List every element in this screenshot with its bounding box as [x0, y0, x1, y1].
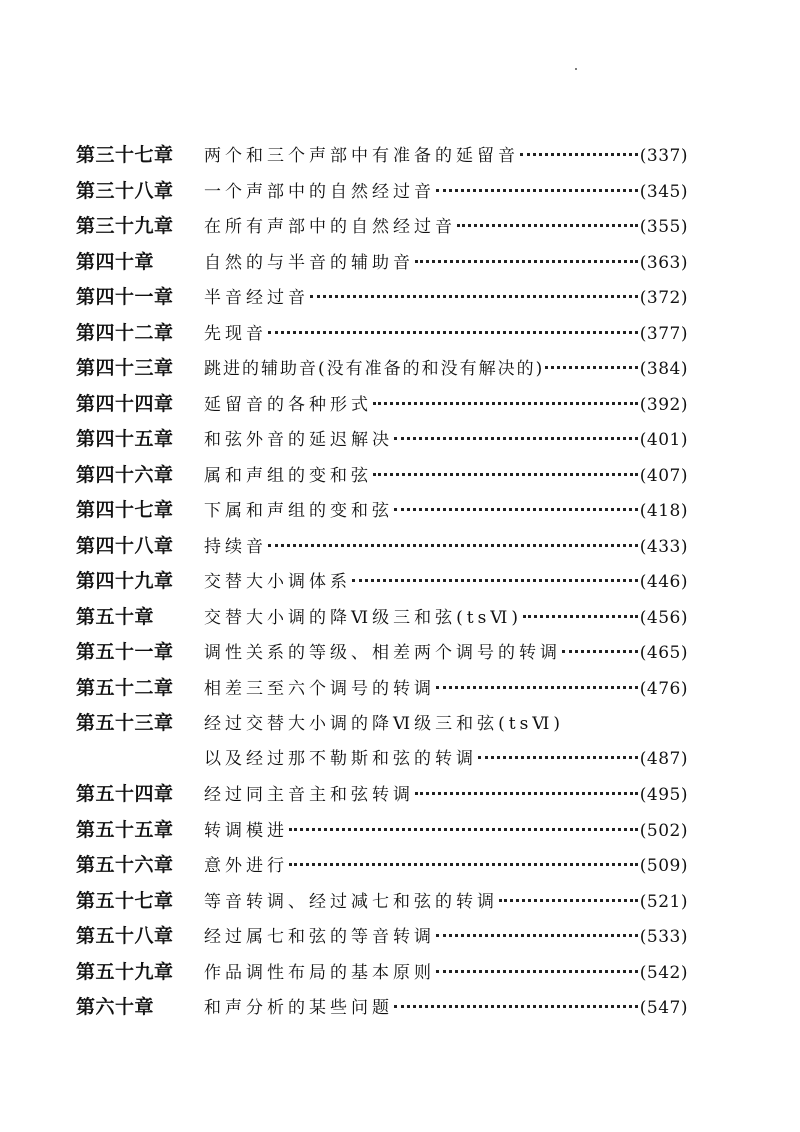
dot-leader [394, 508, 638, 511]
toc-entry[interactable] [76, 921, 688, 957]
dot-leader [310, 295, 638, 298]
chapter-title: 转调模进 [204, 820, 288, 841]
chapter-number: 第四十三章 [76, 357, 174, 379]
dot-leader [436, 686, 638, 689]
dot-leader [289, 863, 638, 866]
chapter-number: 第四十六章 [76, 463, 174, 486]
toc-entry[interactable] [76, 957, 688, 993]
toc-entry[interactable] [76, 531, 688, 567]
page-number: (401) [639, 430, 688, 450]
toc-entry[interactable] [76, 460, 688, 496]
chapter-title: 相差三至六个调号的转调 [204, 678, 435, 699]
page-number: (377) [639, 323, 688, 344]
dot-leader [523, 615, 638, 618]
toc-entry[interactable] [76, 247, 688, 283]
chapter-title-continued: 以及经过那不勒斯和弦的转调 [204, 748, 477, 769]
page-number: (446) [639, 572, 688, 592]
chapter-number: 第五十七章 [76, 889, 174, 912]
chapter-number: 第四十九章 [76, 570, 174, 592]
chapter-title: 等音转调、经过减七和弦的转调 [204, 891, 498, 912]
chapter-title: 半音经过音 [204, 288, 309, 308]
chapter-number: 第五十五章 [76, 818, 174, 841]
chapter-title: 下属和声组的变和弦 [204, 501, 393, 521]
chapter-number: 第五十一章 [76, 641, 174, 663]
dot-leader [436, 189, 638, 192]
page-number: (476) [639, 678, 688, 699]
chapter-title: 和声分析的某些问题 [204, 998, 393, 1018]
chapter-title: 意外进行 [204, 856, 288, 876]
toc-entry[interactable] [76, 424, 688, 460]
page-number: (392) [639, 394, 688, 415]
page-number: (521) [639, 891, 688, 912]
chapter-title: 交替大小调的降Ⅵ级三和弦(tsⅥ) [204, 607, 523, 628]
page-number: (407) [639, 465, 688, 486]
chapter-title: 在所有声部中的自然经过音 [204, 217, 456, 237]
page-number: (372) [639, 288, 688, 308]
toc-entry[interactable] [76, 566, 688, 602]
chapter-number: 第四十一章 [76, 286, 174, 308]
chapter-number: 第六十章 [76, 996, 155, 1018]
toc-entry[interactable] [76, 602, 688, 638]
toc-entry[interactable] [76, 708, 688, 744]
chapter-title: 作品调性布局的基本原则 [204, 962, 435, 983]
toc-entry[interactable] [76, 282, 688, 318]
dot-leader [373, 402, 638, 405]
chapter-title: 一个声部中的自然经过音 [204, 181, 435, 202]
chapter-title: 延留音的各种形式 [204, 394, 372, 415]
dot-leader [352, 579, 638, 582]
dot-leader [457, 224, 638, 227]
chapter-number: 第四十二章 [76, 321, 174, 344]
chapter-title: 经过属七和弦的等音转调 [204, 927, 435, 947]
toc-entry[interactable] [76, 318, 688, 354]
page-number: (547) [639, 998, 688, 1018]
dot-leader [415, 792, 638, 795]
dot-leader [415, 260, 638, 263]
dot-leader [478, 756, 638, 759]
toc-entry[interactable] [76, 850, 688, 886]
toc-entry[interactable] [76, 815, 688, 851]
toc-entry[interactable] [76, 495, 688, 531]
chapter-title: 自然的与半音的辅助音 [204, 252, 414, 273]
chapter-title: 调性关系的等级、相差两个调号的转调 [204, 643, 561, 663]
toc-entry[interactable] [76, 211, 688, 247]
chapter-number: 第四十八章 [76, 534, 174, 557]
page-number: (502) [639, 820, 688, 841]
page-number: (418) [639, 501, 688, 521]
dot-leader [520, 153, 638, 156]
chapter-title: 两个和三个声部中有准备的延留音 [204, 146, 519, 166]
page-number: (509) [639, 856, 688, 876]
chapter-number: 第五十八章 [76, 925, 174, 947]
toc-entry[interactable] [76, 353, 688, 389]
toc-entry[interactable] [76, 389, 688, 425]
page-number: (495) [639, 785, 688, 805]
dot-leader [436, 934, 638, 937]
page-number: (465) [639, 643, 688, 663]
chapter-number: 第五十九章 [76, 960, 174, 983]
toc-entry[interactable] [76, 637, 688, 673]
page-number: (456) [639, 607, 688, 628]
chapter-number: 第四十章 [76, 250, 155, 273]
page-number: (542) [639, 962, 688, 983]
page-number: (345) [639, 181, 688, 202]
table-of-contents [76, 140, 688, 1028]
page-number: (433) [639, 536, 688, 557]
chapter-number: 第五十二章 [76, 676, 174, 699]
toc-entry[interactable] [76, 992, 688, 1028]
toc-entry[interactable] [76, 886, 688, 922]
dot-leader [545, 366, 638, 369]
chapter-number: 第三十九章 [76, 215, 174, 237]
chapter-number: 第四十五章 [76, 428, 174, 450]
chapter-title: 跳进的辅助音(没有准备的和没有解决的) [204, 359, 545, 379]
chapter-number: 第三十七章 [76, 144, 174, 166]
dot-leader [268, 331, 638, 334]
toc-entry[interactable] [76, 140, 688, 176]
chapter-number: 第三十八章 [76, 179, 174, 202]
chapter-number: 第五十章 [76, 605, 155, 628]
chapter-number: 第五十六章 [76, 854, 174, 876]
dot-leader [436, 970, 638, 973]
page-number: (363) [639, 252, 688, 273]
dot-leader [562, 650, 638, 653]
page-number: (533) [639, 927, 688, 947]
dot-leader [268, 544, 638, 547]
chapter-title: 持续音 [204, 536, 267, 557]
chapter-title: 和弦外音的延迟解决 [204, 430, 393, 450]
chapter-number: 第四十四章 [76, 392, 174, 415]
dot-leader [373, 473, 638, 476]
dot-leader [289, 828, 638, 831]
page-number: (337) [639, 146, 688, 166]
chapter-number: 第五十四章 [76, 783, 174, 805]
chapter-title: 经过同主音主和弦转调 [204, 785, 414, 805]
dot-leader [394, 437, 638, 440]
chapter-title: 先现音 [204, 323, 267, 344]
dot-leader [499, 899, 638, 902]
chapter-title: 经过交替大小调的降Ⅵ级三和弦(tsⅥ) [204, 714, 565, 734]
toc-entry[interactable] [76, 673, 688, 709]
page-number: (487) [639, 748, 688, 769]
toc-entry-continuation[interactable] [76, 744, 688, 780]
chapter-number: 第五十三章 [76, 712, 174, 734]
chapter-number: 第四十七章 [76, 499, 174, 521]
page-number: (355) [639, 217, 688, 237]
scan-speck [575, 68, 577, 70]
dot-leader [394, 1005, 638, 1008]
chapter-title: 交替大小调体系 [204, 572, 351, 592]
chapter-title: 属和声组的变和弦 [204, 465, 372, 486]
page-number: (384) [639, 359, 688, 379]
toc-entry[interactable] [76, 779, 688, 815]
toc-entry[interactable] [76, 176, 688, 212]
